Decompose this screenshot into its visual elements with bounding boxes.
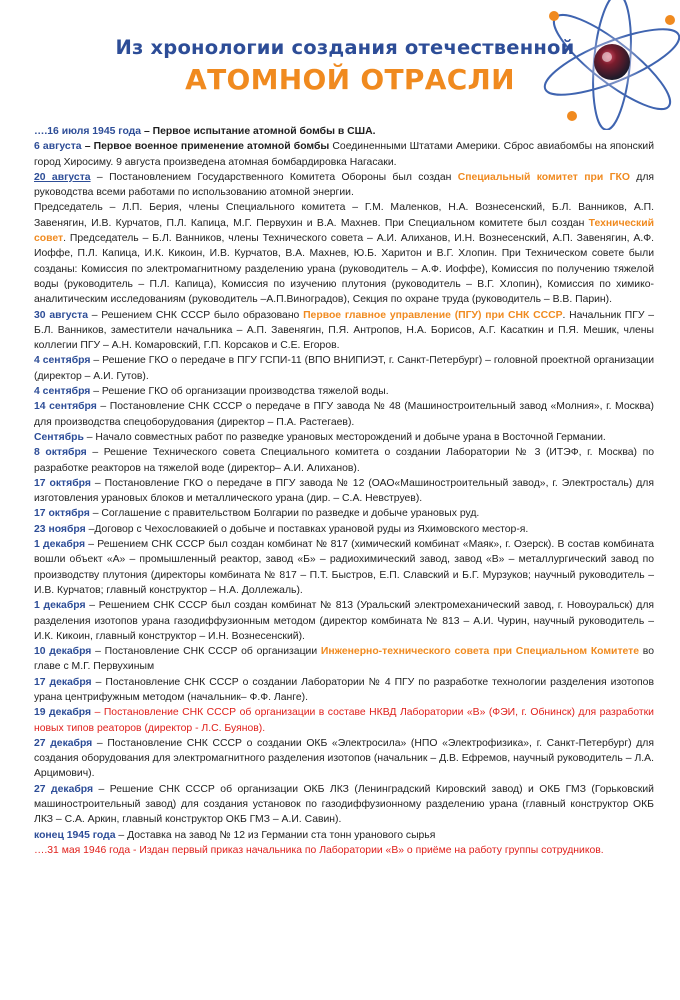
entry-text: . Председатель – Б.Л. Ванников, члены Технического совета – А.И. Алиханов, И.Н. Вознесенский, А.П. Завенягин, А.Ф. Иоффе, П.Л. Капица, И.К. Кикоин, И.В. Курчатов, В.А. Махнев, Ю.Б. Харитон и В.Г. Хлопин. При Техническом совете были созданы: Комиссия по электромагнитному разделению урана (руководитель – А.Ф. Иоффе), Комиссия по получению тяжелой воды (руководитель – П.Л. Капица), Комиссия по изучению плутония (руководитель – В.Г. Хлопин), Комиссия по химико-аналитическим исследованиям (руководитель –А.П.Виноградов), Секция по охране труда (руководитель – В.В. Парин).: [34, 233, 654, 306]
page-header: [0, 36, 680, 96]
chronology-entry: [34, 170, 654, 201]
entry-text: – Постановление СНК СССР об организации: [91, 646, 321, 658]
entry-text: – Постановление СНК СССР о создании Лаборатории № 4 ПГУ по разработке технологии разделения изотопов урана центрифужным методом (начальник– Ф.Ф. Ланге).: [34, 676, 654, 703]
entry-date: ….16 июля 1945 года: [34, 126, 142, 137]
entry-date: 17 декабря: [34, 676, 92, 688]
entry-date: 1 декабря: [34, 539, 86, 551]
entry-date: 4 сентября: [34, 355, 91, 367]
entry-date: 27 декабря: [34, 783, 94, 795]
chronology-entry: [34, 675, 654, 706]
entry-text: – Решением СНК СССР был создан комбинат № 817 (химический комбинат «Маяк», г. Озерск). В состав комбината вошли объект «А» – промышленный реактор, завод «Б» – радиохимический завод, завод «В» – металлургический завод по производству плутония (директоры комбината № 817 – П.Т. Быстров, Е.П. Славский и Б.Г. Мурзуков; научный руководитель – И.В. Курчатов; главный конструктор – Н.А. Доллежаль).: [34, 539, 654, 596]
entry-text: –Договор с Чехословакией о добыче и поставках урановой руды из Яхимовского местор-я.: [85, 523, 529, 535]
title-line-1: Из хронологии создания отечественной: [115, 36, 575, 59]
chronology-entry: [34, 200, 654, 307]
entry-text: – Доставка на завод № 12 из Германии ста тонн уранового сырья: [115, 829, 436, 841]
entry-date: 4 сентября: [34, 386, 91, 398]
chronology-entry: [34, 445, 654, 476]
chronology-entry: [34, 843, 654, 858]
entry-date: 1 декабря: [34, 600, 86, 612]
entry-date: 14 сентября: [34, 401, 97, 413]
chronology-entry: [34, 705, 654, 736]
entry-text: – Соглашение с правительством Болгарии по разведке и добыче урановых руд.: [89, 508, 480, 520]
chronology-entry: [34, 430, 654, 445]
chronology-entry: [34, 139, 654, 170]
entry-date: 8 октября: [34, 447, 87, 459]
entry-date: 20 августа: [34, 171, 91, 183]
chronology-entry: [34, 828, 654, 843]
entry-text: Председатель – Л.П. Берия, члены Специального комитета – Г.М. Маленков, Н.А. Вознесенский, Б.Л. Ванников, А.П. Завенягин, И.В. Курчатов, П.Л. Капица, М.Г. Первухин и В.А. Махнев. При Специальном комитете был создан: [34, 202, 654, 229]
entry-date: 10 декабря: [34, 646, 92, 658]
entry-text: Первое главное управление (ПГУ) при СНК СССР: [303, 309, 563, 321]
chronology-entry: [34, 308, 654, 354]
entry-text: Технический совет: [34, 217, 654, 245]
chronology-entry: [34, 782, 654, 828]
entry-text: – Решение СНК СССР об организации ОКБ ЛКЗ (Ленинградский Кировский завод) и ОКБ ГМЗ (Горьковский машиностроительный завод) для создания установок по газодиффузионному разделению урана (главный конструктор ОКБ ЛКЗ – С.А. Аркин, главный конструктор ОКБ ГМЗ – А.И. Савин).: [34, 783, 654, 826]
entry-text: – Постановление ГКО о передаче в ПГУ завода № 12 (ОАО«Машиностроительный завод», г. Электросталь) для изготовления урановых блоков и металлического урана (дир. – С.А. Невструев).: [34, 477, 654, 505]
entry-text: Специальный комитет при ГКО: [457, 171, 630, 183]
title-line-2: АТОМНОЙ ОТРАСЛИ: [185, 63, 515, 96]
entry-date: 23 ноября: [34, 523, 86, 535]
entry-text: Соединенными Штатами Америки. Сброс авиабомбы на японский город Хиросиму. 9 августа произведена атомная бомбардировка Нагасаки.: [34, 141, 654, 168]
entry-date: Сентябрь: [34, 431, 84, 443]
entry-text: Инженерно-технического совета при Специальном Комитете: [320, 646, 640, 658]
chronology-entry: [34, 353, 654, 384]
entry-text: – Постановление СНК СССР о передаче в ПГУ завода № 48 (Машиностроительный завод «Молния», г. Москва) для производства спецоборудования (директор – П.А. Растегаев).: [34, 401, 654, 428]
entry-text: . Начальник ПГУ – Б.Л. Ванников, заместители начальника – А.П. Завенягин, П.Я. Антропов, Н.А. Борисов, А.Г. Касаткин и П.Я. Мешик, члены коллегии ПГУ – А.Н. Комаровский, Г.П. Корсаков и С.Е. Егоров.: [34, 309, 654, 352]
entry-text: – Начало совместных работ по разведке урановых месторождений и добыче урана в Восточной Германии.: [83, 431, 606, 443]
entry-text: – Решение ГКО о передаче в ПГУ ГСПИ-11 (ВПО ВНИПИЭТ, г. Санкт-Петербург) – головной проектной организации (директор – А.И. Гутов).: [34, 355, 654, 382]
entry-text: – Решением СНК СССР был создан комбинат № 813 (Уральский электромеханический завод, г. Новоуральск) для разделения изотопов урана газодиффузионным методом (директор комбината № 813 – А.И. Чурин, научный руководитель – И.К. Кикоин, главный конструктор – И.Н. Вознесенский).: [34, 600, 655, 642]
chronology-entry: [34, 399, 654, 430]
entry-date: 19 декабря: [34, 707, 92, 719]
chronology-entry: [34, 736, 654, 782]
entry-date: 17 октября: [34, 508, 90, 520]
entry-text: – Решением СНК СССР было образовано: [87, 309, 304, 321]
chronology-entry: [34, 476, 654, 507]
entry-date: конец 1945 года: [34, 829, 116, 841]
entry-text: – Постановление СНК СССР о создании ОКБ «Электросила» (НПО «Электрофизика», г. Санкт-Петербург) для создания оборудования для электромагнитного разделения изотопов (начальник – Д.В. Ефремов, научный руководитель – Л.А. Арцимович).: [34, 737, 654, 780]
entry-text: для руководства всеми работами по использованию атомной энергии.: [34, 171, 655, 199]
entry-text: ….31 мая 1946 года - Издан первый приказ начальника по Лаборатории «В» о приёме на работу группы сотрудников.: [34, 844, 604, 856]
entry-text: – Первое испытание атомной бомбы в США.: [141, 126, 376, 137]
chronology-entry: [34, 522, 654, 537]
entry-text: – Постановлением Государственного Комитета Обороны был создан: [90, 171, 458, 183]
chronology-entry: [34, 598, 654, 644]
entry-text: – Первое военное применение атомной бомбы: [81, 141, 330, 153]
entry-date: 6 августа: [34, 141, 82, 153]
entry-text: – Постановление СНК СССР об организации в составе НКВД Лаборатории «В» (ФЭИ, г. Обнинск) для разработки новых типов реаторов (директор - Л.С. Буянов).: [34, 707, 654, 734]
entry-date: 27 декабря: [34, 737, 93, 749]
entry-text: во главе с М.Г. Первухиным: [34, 646, 654, 673]
chronology-entry: [34, 644, 654, 675]
chronology-entry: [34, 537, 654, 598]
chronology-entry: [34, 124, 654, 139]
chronology-entry: [34, 506, 654, 521]
entry-date: 30 августа: [34, 309, 88, 321]
entry-text: – Решение Технического совета Специального комитета о создании Лаборатории № 3 (ИТЭФ, г. Москва) по разработке реакторов на тяжелой воде (директор– А.И. Алиханов).: [34, 447, 654, 474]
entry-text: – Решение ГКО об организации производства тяжелой воды.: [90, 386, 389, 398]
chronology-list: [34, 124, 654, 858]
chronology-entry: [34, 384, 654, 399]
entry-date: 17 октября: [34, 477, 91, 489]
